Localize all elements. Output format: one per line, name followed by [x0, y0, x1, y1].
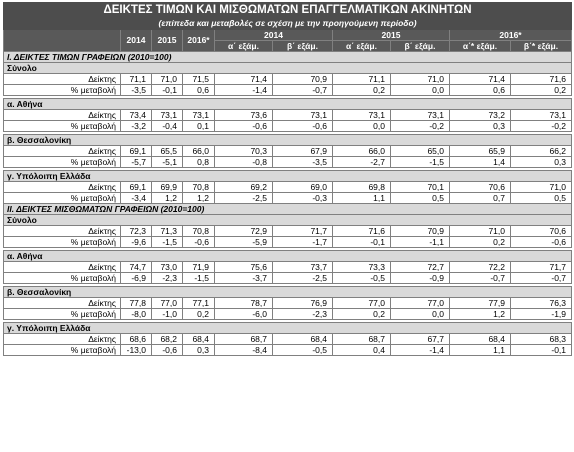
row-label: % μεταβολή	[4, 273, 121, 284]
value-cell: 71,7	[511, 262, 572, 273]
value-cell: 70,1	[391, 182, 450, 193]
section-title: Ι. ΔΕΙΚΤΕΣ ΤΙΜΩΝ ΓΡΑΦΕΙΩΝ (2010=100)	[4, 52, 572, 63]
value-cell: -0,6	[273, 121, 333, 132]
value-cell: 73,2	[450, 110, 511, 121]
value-cell: -2,7	[333, 157, 391, 168]
value-cell: -0,6	[183, 237, 215, 248]
row-label: % μεταβολή	[4, 345, 121, 356]
value-cell: 69,1	[121, 182, 152, 193]
value-cell: 71,4	[450, 74, 511, 85]
value-cell: -0,1	[152, 85, 183, 96]
value-cell: -0,4	[152, 121, 183, 132]
value-cell: -0,1	[333, 237, 391, 248]
index-row	[4, 334, 572, 345]
value-cell: 69,1	[121, 146, 152, 157]
value-cell: 76,3	[511, 298, 572, 309]
value-cell: -3,2	[121, 121, 152, 132]
header-year-2014: 2014	[121, 30, 152, 52]
value-cell: 1,1	[450, 345, 511, 356]
value-cell: -0,2	[391, 121, 450, 132]
value-cell: -5,1	[152, 157, 183, 168]
value-cell: 68,3	[511, 334, 572, 345]
value-cell: 0,4	[333, 345, 391, 356]
value-cell: 1,2	[152, 193, 183, 204]
value-cell: -0,6	[511, 237, 572, 248]
value-cell: -3,4	[121, 193, 152, 204]
value-cell: 76,9	[273, 298, 333, 309]
change-row	[4, 237, 572, 248]
value-cell: 78,7	[215, 298, 273, 309]
value-cell: -0,3	[273, 193, 333, 204]
section-row	[4, 204, 572, 215]
value-cell: 0,0	[391, 85, 450, 96]
value-cell: -8,0	[121, 309, 152, 320]
value-cell: 66,2	[511, 146, 572, 157]
value-cell: 77,9	[450, 298, 511, 309]
value-cell: 65,5	[152, 146, 183, 157]
value-cell: 69,8	[333, 182, 391, 193]
value-cell: 0,6	[183, 85, 215, 96]
value-cell: 0,0	[391, 309, 450, 320]
value-cell: 69,9	[152, 182, 183, 193]
header-half-2015: 2015	[333, 30, 450, 41]
value-cell: -0,7	[511, 273, 572, 284]
value-cell: -0,5	[333, 273, 391, 284]
index-row	[4, 182, 572, 193]
value-cell: 0,3	[511, 157, 572, 168]
value-cell: 68,7	[333, 334, 391, 345]
value-cell: 0,2	[511, 85, 572, 96]
value-cell: -0,8	[215, 157, 273, 168]
group-name: Σύνολο	[4, 63, 572, 74]
header-year-2015: 2015	[152, 30, 183, 52]
group-row	[4, 99, 572, 110]
value-cell: 69,2	[215, 182, 273, 193]
value-cell: 70,9	[391, 226, 450, 237]
value-cell: 70,9	[273, 74, 333, 85]
value-cell: 73,7	[273, 262, 333, 273]
value-cell: 73,1	[333, 110, 391, 121]
value-cell: 68,4	[273, 334, 333, 345]
group-name: γ. Υπόλοιπη Ελλάδα	[4, 171, 572, 182]
table-subtitle: (επίπεδα και μεταβολές σε σχέση με την προηγούμενη περίοδο)	[4, 18, 572, 30]
header-year-2016: 2016*	[183, 30, 215, 52]
change-row	[4, 85, 572, 96]
header-2015-h1: α΄ εξάμ.	[333, 41, 391, 52]
value-cell: -0,7	[273, 85, 333, 96]
value-cell: -2,5	[273, 273, 333, 284]
value-cell: -3,5	[121, 85, 152, 96]
group-row	[4, 63, 572, 74]
value-cell: 71,4	[215, 74, 273, 85]
value-cell: 73,0	[152, 262, 183, 273]
value-cell: 77,0	[333, 298, 391, 309]
value-cell: 68,6	[121, 334, 152, 345]
value-cell: -3,7	[215, 273, 273, 284]
value-cell: 71,1	[333, 74, 391, 85]
row-label: Δείκτης	[4, 182, 121, 193]
value-cell: -1,5	[391, 157, 450, 168]
value-cell: 73,1	[183, 110, 215, 121]
value-cell: 72,3	[121, 226, 152, 237]
index-row	[4, 226, 572, 237]
value-cell: 68,4	[450, 334, 511, 345]
header-row-years	[4, 30, 572, 41]
row-label: % μεταβολή	[4, 85, 121, 96]
value-cell: 1,1	[333, 193, 391, 204]
header-blank	[4, 30, 121, 52]
value-cell: 68,4	[183, 334, 215, 345]
value-cell: 71,3	[152, 226, 183, 237]
value-cell: -0,6	[152, 345, 183, 356]
index-row	[4, 146, 572, 157]
value-cell: 68,2	[152, 334, 183, 345]
group-name: γ. Υπόλοιπη Ελλάδα	[4, 323, 572, 334]
value-cell: -5,7	[121, 157, 152, 168]
price-rent-index-table	[3, 2, 571, 356]
group-row	[4, 135, 572, 146]
value-cell: 66,0	[333, 146, 391, 157]
value-cell: 65,0	[391, 146, 450, 157]
value-cell: 0,3	[183, 345, 215, 356]
value-cell: 0,5	[391, 193, 450, 204]
value-cell: -6,9	[121, 273, 152, 284]
value-cell: 0,2	[183, 309, 215, 320]
value-cell: -1,1	[391, 237, 450, 248]
header-2016-h1: α΄* εξάμ.	[450, 41, 511, 52]
header-2014-h1: α΄ εξάμ.	[215, 41, 273, 52]
value-cell: 70,6	[450, 182, 511, 193]
value-cell: -0,1	[511, 345, 572, 356]
value-cell: -13,0	[121, 345, 152, 356]
value-cell: -9,6	[121, 237, 152, 248]
row-label: Δείκτης	[4, 146, 121, 157]
value-cell: 74,7	[121, 262, 152, 273]
value-cell: -5,9	[215, 237, 273, 248]
index-row	[4, 74, 572, 85]
group-name: β. Θεσσαλονίκη	[4, 135, 572, 146]
value-cell: 71,0	[152, 74, 183, 85]
value-cell: 0,6	[450, 85, 511, 96]
index-row	[4, 298, 572, 309]
row-label: % μεταβολή	[4, 237, 121, 248]
group-name: β. Θεσσαλονίκη	[4, 287, 572, 298]
value-cell: 69,0	[273, 182, 333, 193]
value-cell: 0,2	[333, 309, 391, 320]
value-cell: 70,3	[215, 146, 273, 157]
row-label: % μεταβολή	[4, 157, 121, 168]
value-cell: 73,6	[215, 110, 273, 121]
value-cell: 66,0	[183, 146, 215, 157]
index-row	[4, 262, 572, 273]
value-cell: -0,6	[215, 121, 273, 132]
value-cell: -0,5	[273, 345, 333, 356]
group-row	[4, 323, 572, 334]
value-cell: -1,4	[215, 85, 273, 96]
value-cell: 73,1	[511, 110, 572, 121]
value-cell: -1,9	[511, 309, 572, 320]
header-2016-h2: β΄* εξάμ.	[511, 41, 572, 52]
header-half-2016: 2016*	[450, 30, 572, 41]
value-cell: 0,5	[511, 193, 572, 204]
value-cell: 70,8	[183, 182, 215, 193]
value-cell: 73,1	[391, 110, 450, 121]
value-cell: 73,1	[273, 110, 333, 121]
value-cell: -2,3	[273, 309, 333, 320]
value-cell: -1,7	[273, 237, 333, 248]
value-cell: 1,4	[450, 157, 511, 168]
section-title: ΙΙ. ΔΕΙΚΤΕΣ ΜΙΣΘΩΜΑΤΩΝ ΓΡΑΦΕΙΩΝ (2010=100)	[4, 204, 572, 215]
value-cell: -1,5	[152, 237, 183, 248]
group-row	[4, 251, 572, 262]
row-label: Δείκτης	[4, 298, 121, 309]
group-row	[4, 171, 572, 182]
row-label: Δείκτης	[4, 226, 121, 237]
value-cell: -1,5	[183, 273, 215, 284]
value-cell: 0,7	[450, 193, 511, 204]
row-label: Δείκτης	[4, 74, 121, 85]
table-title: ΔΕΙΚΤΕΣ ΤΙΜΩΝ ΚΑΙ ΜΙΣΘΩΜΑΤΩΝ ΕΠΑΓΓΕΛΜΑΤΙΚΩΝ ΑΚΙΝΗΤΩΝ	[4, 3, 572, 18]
value-cell: 71,6	[333, 226, 391, 237]
value-cell: 0,2	[450, 237, 511, 248]
value-cell: -3,5	[273, 157, 333, 168]
header-2014-h2: β΄ εξάμ.	[273, 41, 333, 52]
value-cell: 71,5	[183, 74, 215, 85]
value-cell: 0,8	[183, 157, 215, 168]
change-row	[4, 273, 572, 284]
change-row	[4, 193, 572, 204]
row-label: Δείκτης	[4, 334, 121, 345]
value-cell: 71,9	[183, 262, 215, 273]
value-cell: 77,1	[183, 298, 215, 309]
value-cell: 77,8	[121, 298, 152, 309]
value-cell: 71,7	[273, 226, 333, 237]
value-cell: 67,9	[273, 146, 333, 157]
value-cell: 71,0	[450, 226, 511, 237]
header-2015-h2: β΄ εξάμ.	[391, 41, 450, 52]
group-name: α. Αθήνα	[4, 99, 572, 110]
value-cell: 72,2	[450, 262, 511, 273]
value-cell: -8,4	[215, 345, 273, 356]
row-label: Δείκτης	[4, 262, 121, 273]
group-name: α. Αθήνα	[4, 251, 572, 262]
value-cell: 0,1	[183, 121, 215, 132]
value-cell: -2,5	[215, 193, 273, 204]
group-row	[4, 215, 572, 226]
value-cell: 0,3	[450, 121, 511, 132]
value-cell: -1,0	[152, 309, 183, 320]
value-cell: 71,6	[511, 74, 572, 85]
value-cell: -2,3	[152, 273, 183, 284]
change-row	[4, 309, 572, 320]
index-row	[4, 110, 572, 121]
value-cell: 71,1	[121, 74, 152, 85]
row-label: Δείκτης	[4, 110, 121, 121]
value-cell: -1,4	[391, 345, 450, 356]
value-cell: -0,2	[511, 121, 572, 132]
value-cell: 1,2	[183, 193, 215, 204]
value-cell: 68,7	[215, 334, 273, 345]
row-label: % μεταβολή	[4, 193, 121, 204]
value-cell: 0,0	[333, 121, 391, 132]
row-label: % μεταβολή	[4, 309, 121, 320]
section-row	[4, 52, 572, 63]
value-cell: 70,6	[511, 226, 572, 237]
data-table	[3, 2, 572, 356]
value-cell: 73,4	[121, 110, 152, 121]
value-cell: 1,2	[450, 309, 511, 320]
value-cell: -0,9	[391, 273, 450, 284]
group-row	[4, 287, 572, 298]
change-row	[4, 157, 572, 168]
value-cell: 75,6	[215, 262, 273, 273]
value-cell: 72,7	[391, 262, 450, 273]
value-cell: 77,0	[391, 298, 450, 309]
value-cell: 72,9	[215, 226, 273, 237]
value-cell: 70,8	[183, 226, 215, 237]
value-cell: 71,0	[511, 182, 572, 193]
header-half-2014: 2014	[215, 30, 333, 41]
value-cell: -0,7	[450, 273, 511, 284]
change-row	[4, 345, 572, 356]
value-cell: 0,2	[333, 85, 391, 96]
value-cell: 67,7	[391, 334, 450, 345]
value-cell: 65,9	[450, 146, 511, 157]
row-label: % μεταβολή	[4, 121, 121, 132]
change-row	[4, 121, 572, 132]
value-cell: 71,0	[391, 74, 450, 85]
value-cell: 77,0	[152, 298, 183, 309]
value-cell: 73,3	[333, 262, 391, 273]
value-cell: -6,0	[215, 309, 273, 320]
group-name: Σύνολο	[4, 215, 572, 226]
value-cell: 73,1	[152, 110, 183, 121]
